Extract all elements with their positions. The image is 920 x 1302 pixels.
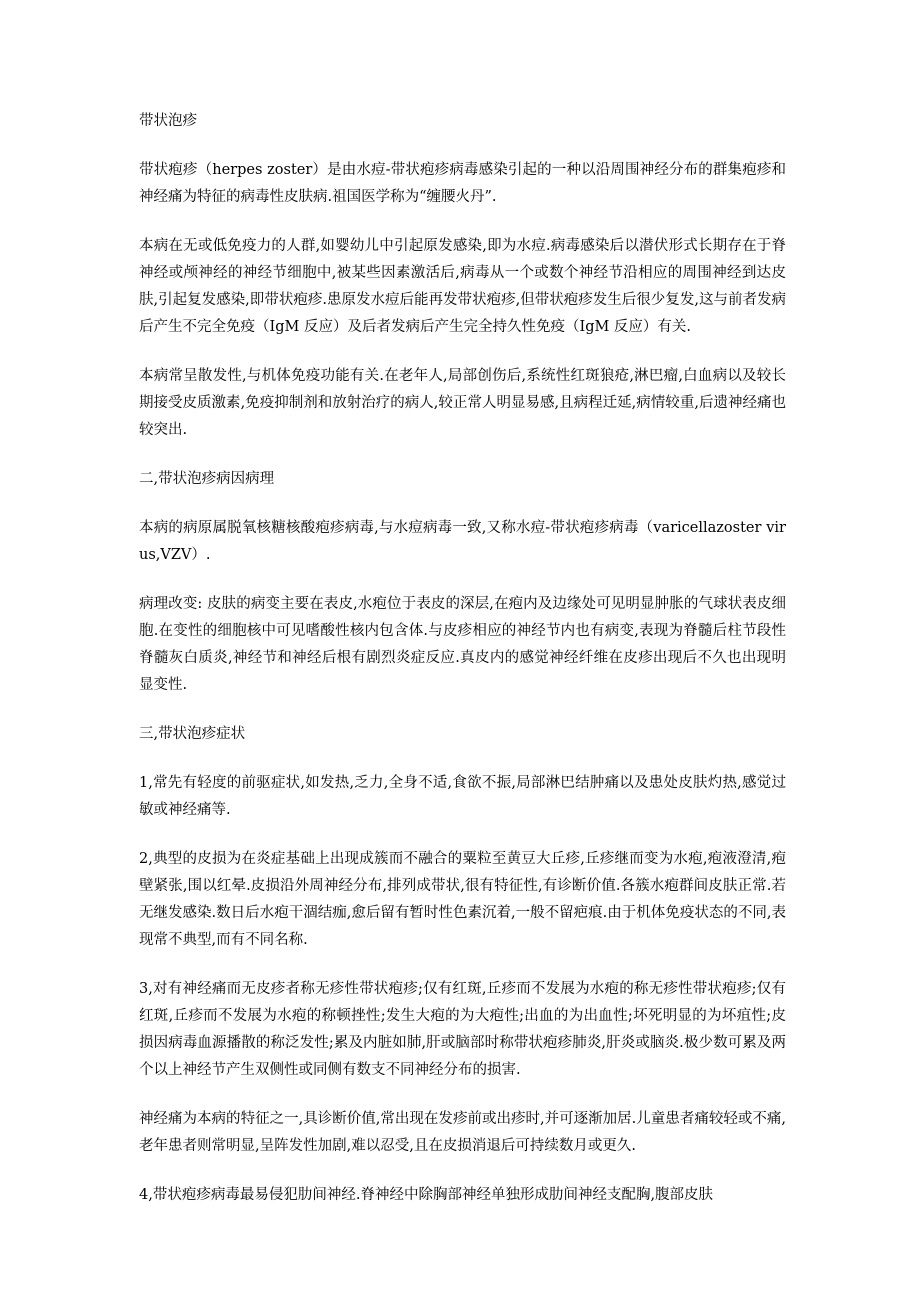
section-heading-etiology: 二,带状泡疹病因病理 <box>139 471 275 487</box>
paragraph-definition: 带状疱疹（herpes zoster）是由水痘-带状疱疹病毒感染引起的一种以沿周围神经分布的群集疱疹和神经痛为特征的病毒性皮肤病.祖国医学称为“缠腰火丹”. <box>139 162 786 205</box>
paragraph-neuralgia: 神经痛为本病的特征之一,具诊断价值,常出现在发疹前或出疹时,并可逐渐加居.儿童患者痛较轻或不痛,老年患者则常明显,呈阵发性加剧,难以忍受,且在皮损消退后可持续数月或更久. <box>139 1111 786 1154</box>
paragraph-epidemiology: 本病常呈散发性,与机体免疫功能有关.在老年人,局部创伤后,系统性红斑狼疮,淋巴瘤,白血病以及较长期接受皮质激素,免疫抑制剂和放射治疗的病人,较正常人明显易感,且病程迁延,病情较重,后遗神经痛也较突出. <box>139 368 786 438</box>
paragraph-symptom-1: 1,常先有轻度的前驱症状,如发热,乏力,全身不适,食欲不振,局部淋巴结肿痛以及患处皮肤灼热,感觉过敏或神经痛等. <box>139 775 786 818</box>
paragraph-symptom-2: 2,典型的皮损为在炎症基础上出现成簇而不融合的粟粒至黄豆大丘疹,丘疹继而变为水疱,疱液澄清,疱壁紧张,围以红晕.皮损沿外周神经分布,排列成带状,很有特征性,有诊断价值.各簇水疱群间皮肤正常.若无继发感染.数日后水疱干涸结痂,愈后留有暂时性色素沉着,一般不留疤痕.由于机体免疫状态的不同,表现常不典型,而有不同名称. <box>139 851 786 948</box>
paragraph-symptom-4: 4,带状疱疹病毒最易侵犯肋间神经.脊神经中除胸部神经单独形成肋间神经支配胸,腹部皮肤 <box>139 1187 714 1203</box>
paragraph-symptom-3: 3,对有神经痛而无皮疹者称无疹性带状疱疹;仅有红斑,丘疹而不发展为水疱的称无疹性带状疱疹;仅有红斑,丘疹而不发展为水疱的称顿挫性;发生大疱的为大疱性;出血的为出血性;坏死明显的为坏疽性;皮损因病毒血源播散的称泛发性;累及内脏如肺,肝或脑部时称带状疱疹肺炎,肝炎或脑炎.极少数可累及两个以上神经节产生双侧性或同侧有数支不同神经分布的损害. <box>139 981 786 1078</box>
paragraph-infection: 本病在无或低免疫力的人群,如婴幼儿中引起原发感染,即为水痘.病毒感染后以潜伏形式长期存在于脊神经或颅神经的神经节细胞中,被某些因素激活后,病毒从一个或数个神经节沿相应的周围神经到达皮肤,引起复发感染,即带状疱疹.患原发水痘后能再发带状疱疹,但带状疱疹发生后很少复发,这与前者发病后产生不完全免疫（IgM 反应）及后者发病后产生完全持久性免疫（IgM 反应）有关. <box>139 238 786 335</box>
section-heading-symptoms: 三,带状泡疹症状 <box>139 726 246 742</box>
document-title: 带状泡疹 <box>139 113 197 129</box>
paragraph-pathogen: 本病的病原属脱氧核糖核酸疱疹病毒,与水痘病毒一致,又称水痘-带状疱疹病毒（varicellazoster virus,VZV）. <box>139 520 786 563</box>
document-page <box>139 108 786 1231</box>
paragraph-pathology: 病理改变: 皮肤的病变主要在表皮,水疱位于表皮的深层,在疱内及边缘处可见明显肿胀的气球状表皮细胞.在变性的细胞核中可见嗜酸性核内包含体.与皮疹相应的神经节内也有病变,表现为脊髓后柱节段性脊髓灰白质炎,神经节和神经后根有剧烈炎症反应.真皮内的感觉神经纤维在皮疹出现后不久也出现明显变性. <box>139 596 786 693</box>
